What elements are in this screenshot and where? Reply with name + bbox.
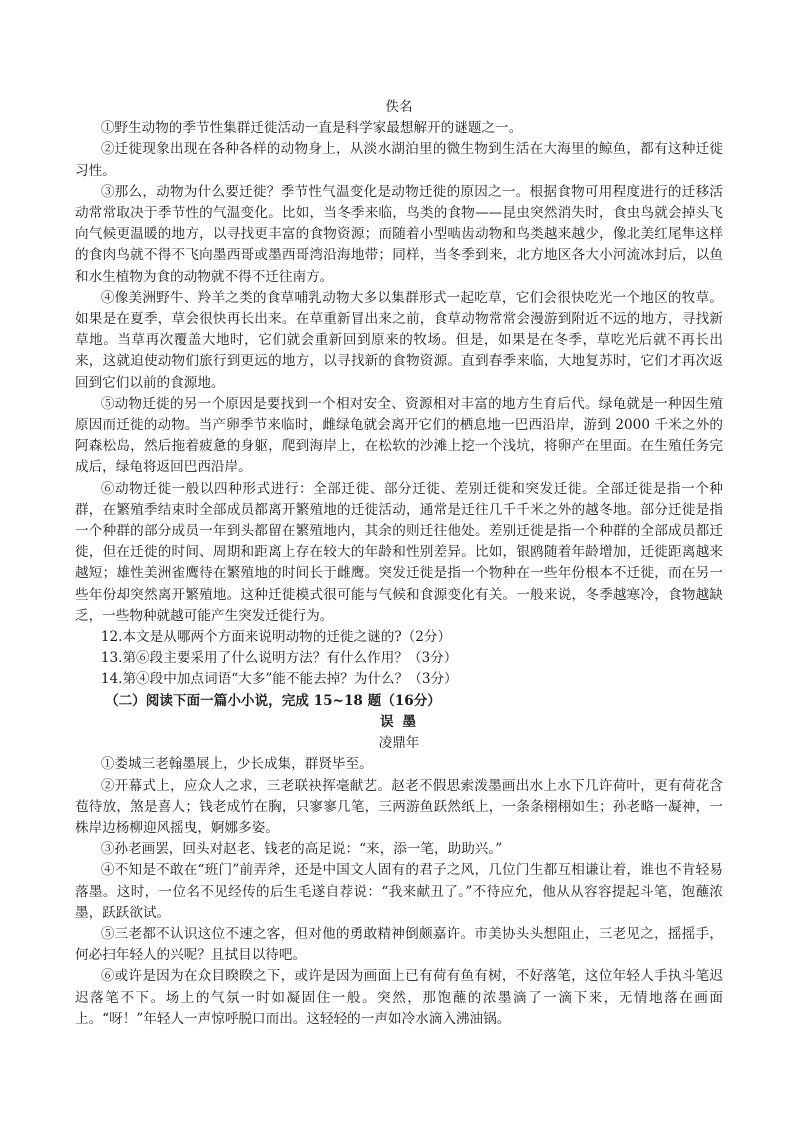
story-title: 误 墨 [380,713,418,730]
article-author: 佚名 [385,99,413,115]
paragraph: ①野生动物的季节性集群迁徙活动一直是科学家最想解开的谜题之一。 [100,120,523,137]
question-13: 13.第⑥段主要采用了什么说明方法？有什么作用？（3分） [100,650,458,667]
paragraph: ②迁徙现象出现在各种各样的动物身上，从淡水湖泊里的微生物到生活在大海里的鲸鱼，都有这种迁徙习性。 [75,141,723,179]
section-heading: （二）阅读下面一篇小小说，完成 15~18 题（16分） [105,692,441,709]
paragraph: ④不知是不敢在“班门”前弄斧，还是中国文人固有的君子之风，几位门生都互相谦让着，谁也不肯轻易落墨。这时，一位名不见经传的后生毛遂自荐说：“我来献丑了。”不待应允，他从从容容提起斗笔，饱蘸浓墨，跃跃欲试。 [75,862,723,921]
paragraph: ⑥或许是因为在众目睽睽之下，或许是因为画面上已有荷有鱼有树，不好落笔，这位年轻人手执斗笔迟迟落笔不下。场上的气氛一时如凝固住一般。突然，那饱蘸的浓墨滴了一滴下来，无情地落在画面上。“呀！”年轻人一声惊呼脱口而出。这轻轻的一声如冷水滴入沸油锅。 [75,968,723,1027]
paragraph: ②开幕式上，应众人之求，三老联袂挥毫献艺。赵老不假思索泼墨画出水上水下几许荷叶，更有荷花含苞待放，煞是喜人；钱老成竹在胸，只寥寥几笔，三两游鱼跃然纸上，一条条栩栩如生；孙老略一凝神，一株岸边杨柳迎风摇曳，婀娜多姿。 [75,777,723,836]
paragraph: ⑥动物迁徙一般以四种形式进行：全部迁徙、部分迁徙、差别迁徙和突发迁徙。全部迁徙是指一个种群，在繁殖季结束时全部成员都离开繁殖地的迁徙活动，通常是迁往几千千米之外的越冬地。部分迁徙是指一个种群的部分成员一年到头都留在繁殖地内，其余的则迁往他处。差别迁徙是指一个种群的全部成员都迁徙，但在迁徙的时间、周期和距离上存在较大的年龄和性别差异。比如，银鸥随着年龄增加，迁徙距离越来越短；雄性美洲雀鹰待在繁殖地的时间长于雌鹰。突发迁徙是指一个物种在一些年份根本不迁徙，而在另一些年份却突然离开繁殖地。这种迁徙模式很可能与气候和食源变化有关。一般来说，冬季越寒冷，食物越缺乏，一些物种就越可能产生突发迁徙行为。 [75,480,723,624]
question-14: 14.第④段中加点词语“大多”能不能去掉？为什么？（3分） [100,671,458,688]
paragraph: ⑤三老都不认识这位不速之客，但对他的勇敢精神倒颇嘉许。市美协头头想阻止，三老见之，摇摇手，何必扫年轻人的兴呢？且拭目以待吧。 [75,925,723,964]
story-author: 凌鼎年 [378,735,420,752]
question-12: 12.本文是从哪两个方面来说明动物的迁徙之谜的?（2分） [100,629,452,646]
paragraph: ⑤动物迁徙的另一个原因是要找到一个相对安全、资源相对丰富的地方生育后代。绿龟就是一种因生殖原因而迁徙的动物。当产卵季节来临时，雌绿龟就会离开它们的栖息地一巴西沿岸，游到 2000 千米之外的阿森松岛，然后拖着疲惫的身躯，爬到海岸上，在松软的沙滩上挖一个浅坑，将卵产在里面。在生殖任务完成后，绿龟将返回巴西沿岸。 [75,395,723,476]
paragraph: ③孙老画罢，回头对赵老、钱老的高足说：“来，添一笔，助助兴。” [100,841,503,858]
paragraph: ①娄城三老翰墨展上，少长成集，群贤毕至。 [100,756,373,773]
paragraph: ③那么，动物为什么要迁徙？季节性气温变化是动物迁徙的原因之一。根据食物可用程度进行的迁移活动常常取决于季节性的气温变化。比如，当冬季来临，鸟类的食物——昆虫突然消失时，食虫鸟就会掉头飞向气候更温暖的地方，以寻找更丰富的食物资源；而随着小型啮齿动物和鸟类越来越少，像北美红尾隼这样的食肉鸟就不得不飞向墨西哥或墨西哥湾沿海地带；同样，当冬季到来，北方地区各大小河流冰封后，以鱼和水生植物为食的动物就不得不迁往南方。 [75,183,723,285]
document-page [75,97,723,1030]
paragraph: ④像美洲野牛、羚羊之类的食草哺乳动物大多以集群形式一起吃草，它们会很快吃光一个地区的牧草。如果是在夏季，草会很快再长出来。在草重新冒出来之前，食草动物常常会漫游到附近不远的地方，寻找新草地。当草再次覆盖大地时，它们就会重新回到原来的牧场。但是，如果是在冬季，草吃光后就不再长出来，这就迫使动物们旅行到更远的地方，以寻找新的食物资源。直到春季来临，大地复苏时，它们才再次返回到它们以前的食源地。 [75,289,723,391]
